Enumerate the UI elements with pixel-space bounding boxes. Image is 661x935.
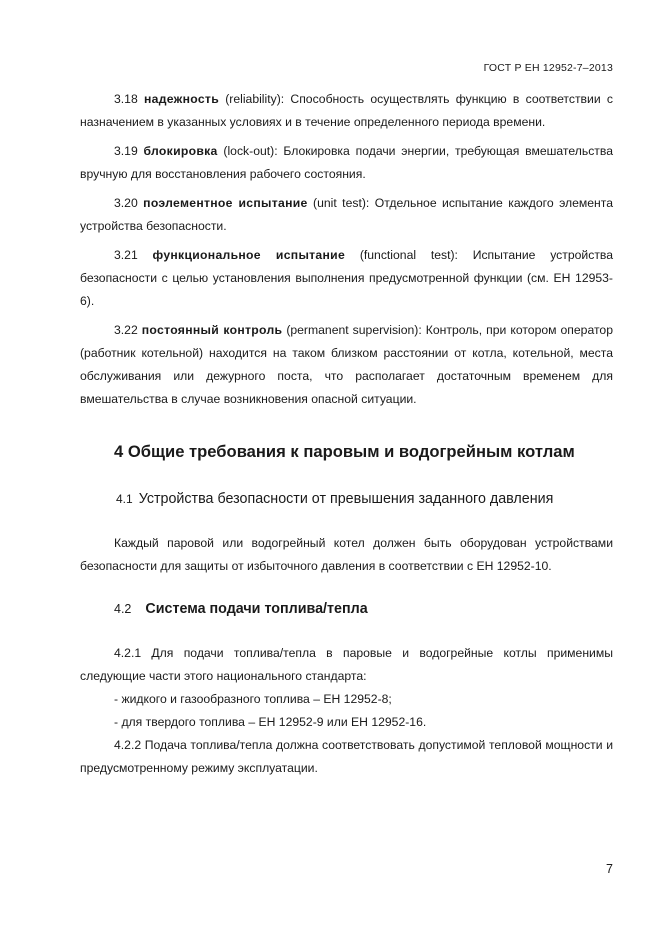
definition-english: (lock-out): — [223, 144, 278, 158]
definition-term: функциональное испытание — [152, 248, 346, 262]
definition-text: Отдельное испытание каждого элемента устройства безопасности. — [80, 196, 614, 233]
section-4-2-1-text: 4.2.1 Для подачи топлива/тепла в паровые и водогрейные котлы применимы следующие части этого национального стандарта: — [80, 646, 613, 683]
definition-number: 3.18 — [114, 92, 138, 106]
list-item: - жидкого и газообразного топлива – ЕН 12952-8; — [114, 692, 392, 706]
definition-term: надежность — [143, 92, 219, 106]
definition-term: поэлементное испытание — [143, 196, 308, 210]
section-number: 4.1 — [116, 492, 133, 506]
definition-text: Способность осуществлять функцию в соответствии с назначением в указанных условиях и в течение определенного периода времени. — [80, 92, 613, 129]
definition-number: 3.21 — [114, 248, 138, 262]
list-item: - для твердого топлива – ЕН 12952-9 или ЕН 12952-16. — [114, 715, 427, 729]
section-4-1-heading — [116, 488, 613, 510]
definition-number: 3.19 — [114, 144, 138, 158]
definition-3-21 — [80, 244, 613, 313]
definition-3-20 — [80, 192, 613, 238]
section-4-1-text: Каждый паровой или водогрейный котел должен быть оборудован устройствами безопасности для защиты от избыточного давления в соответствии с ЕН 12952-10. — [80, 536, 613, 573]
document-body — [80, 88, 613, 780]
definition-3-18 — [80, 88, 613, 134]
definition-english: (unit test): — [313, 196, 370, 210]
page-number: 7 — [606, 862, 613, 876]
document-header: ГОСТ Р ЕН 12952-7–2013 — [483, 62, 613, 74]
section-4-2-2-text: 4.2.2 Подача топлива/тепла должна соответствовать допустимой тепловой мощности и предусмотренному режиму эксплуатации. — [80, 738, 613, 775]
definition-english: (functional test): — [359, 248, 458, 262]
definition-term: блокировка — [143, 144, 218, 158]
section-4-2-heading — [114, 598, 613, 620]
section-number: 4.2 — [114, 602, 132, 616]
section-title: Устройства безопасности от превышения заданного давления — [138, 491, 554, 507]
definition-number: 3.20 — [114, 196, 138, 210]
section-4-heading: 4 Общие требования к паровым и водогрейным котлам — [114, 442, 575, 461]
section-title: Система подачи топлива/тепла — [145, 601, 368, 617]
definition-3-22 — [80, 319, 613, 411]
definition-3-19 — [80, 140, 613, 186]
definition-text: Контроль, при котором оператор (работник котельной) находится на таком близком расстоянии от котла, котельной, места обслуживания или дежурного поста, что располагает достаточным временем для вмешательства в случае возникновения опасной ситуации. — [80, 323, 613, 406]
definition-english: (reliability): — [225, 92, 285, 106]
definition-text: Блокировка подачи энергии, требующая вмешательства вручную для восстановления рабочего состояния. — [80, 144, 613, 181]
definition-number: 3.22 — [114, 323, 138, 337]
definition-text: Испытание устройства безопасности с целью установления выполнения предусмотренной функции (см. ЕН 12953-6). — [80, 248, 614, 308]
definition-english: (permanent supervision): — [286, 323, 422, 337]
definition-term: постоянный контроль — [141, 323, 283, 337]
